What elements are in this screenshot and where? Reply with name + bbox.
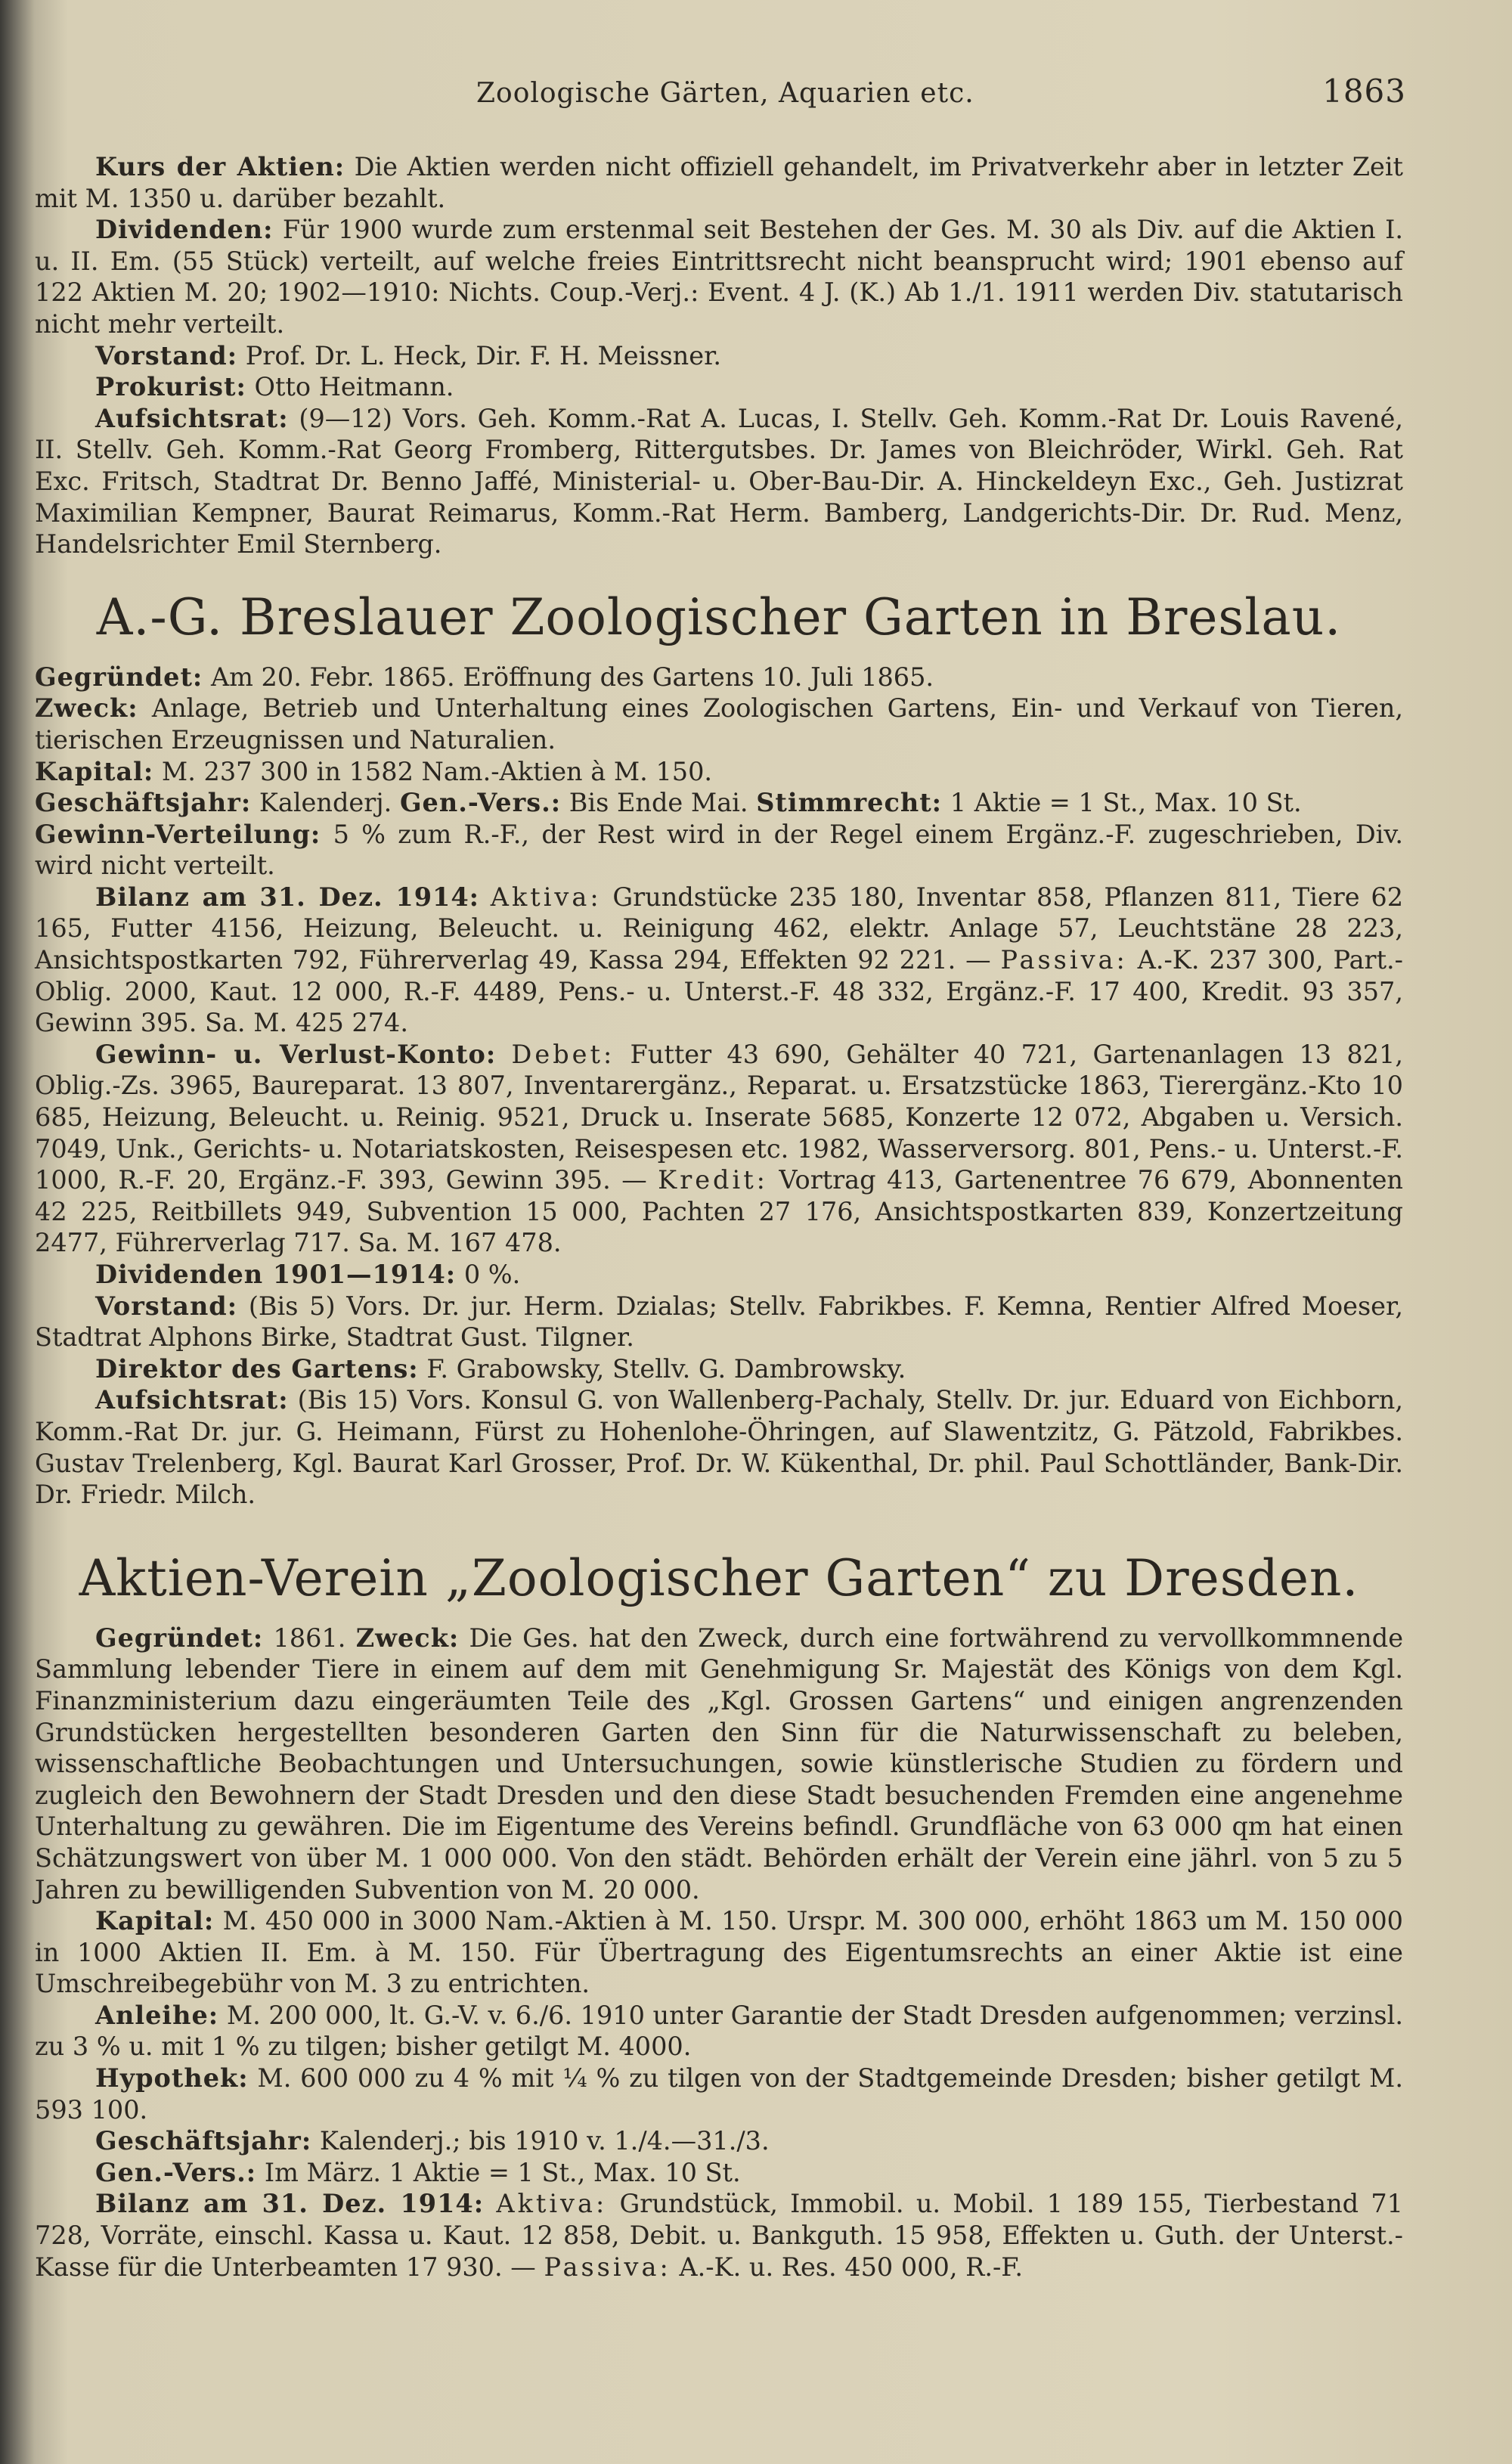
dividenden-breslau-paragraph [35,1259,1403,1291]
running-header [476,73,1406,126]
hypothek-text: M. 600 000 zu 4 % mit ¼ % zu tilgen von der Stadtgemeinde Dresden; bisher getilgt M. 593 100. [35,2063,1403,2125]
gegruendet-dresden-paragraph [35,1623,1403,1905]
zweck-paragraph [35,693,1403,755]
bilanz-dresden-label: Bilanz am 31. Dez. 1914: [95,2189,485,2219]
anleihe-label: Anleihe: [95,2000,219,2030]
vorstand-text: Prof. Dr. L. Heck, Dir. F. H. Meissner. [245,340,722,370]
geschaeftsjahr-dresden-text: Kalenderj.; bis 1910 v. 1./4.—31./3. [319,2126,770,2156]
geschaeftsjahr-text: Kalenderj. [259,788,392,818]
bilanz-dresden-paragraph [35,2188,1403,2283]
bilanz-label: Bilanz am 31. Dez. 1914: [95,882,479,912]
kapital-dresden-label: Kapital: [95,1906,215,1936]
passiva-dresden-label: Passiva: [544,2252,671,2282]
aktiva-text: Grundstücke 235 180, Inventar 858, Pflanzen 811, Tiere 62 165, Futter 4156, Heizung, Beleucht. u. Reinigung 462, elektr. Anlage 57, Leuchtstäne 28 223, Ansichtspostkarten 792, Führerverlag 49, Kassa 294, Effekten 92 221. — [35,882,1404,975]
aufsichtsrat-label: Aufsichtsrat: [95,403,289,433]
prokurist-text: Otto Heitmann. [254,372,454,402]
page-number: 1863 [1322,73,1406,110]
gegruendet-paragraph [35,662,1403,693]
aufsichtsrat-paragraph [35,403,1403,560]
gewinn-verteilung-paragraph [35,819,1403,882]
zweck-text: Anlage, Betrieb und Unterhaltung eines Zoologischen Gartens, Ein- und Verkauf von Tieren, tierischen Erzeugnissen und Naturalien. [35,693,1403,755]
kurs-text: Die Aktien werden nicht offiziell gehandelt, im Privatverkehr aber in letzter Zeit mit M. 1350 u. darüber bezahlt. [35,152,1404,213]
zweck-dresden-text: Die Ges. hat den Zweck, durch eine fortwährend zu vervollkommnende Sammlung lebender Tiere in einem auf dem mit Genehmigung Sr. Majestät des Königs von dem Kgl. Finanzministerium dazu eingeräumten Teile des „Kgl. Grossen Gartens“ und einigen angrenzenden Grundstücken hergestellten besonderen Garten den Sinn für die Naturwissenschaft zu beleben, wissenschaftliche Beobachtungen und Untersuchungen, sowie künstlerische Studien zu fördern und zugleich den Bewohnern der Stadt Dresden und den diese Stadt besuchenden Fremden eine angenehme Unterhaltung zu gewähren. Die im Eigentume des Vereins befindl. Grundfläche von 63 000 qm hat einen Schätzungswert von über M. 1 000 000. Von den städt. Behörden erhält der Verein eine jährl. von 5 zu 5 Jahren zu bewilligenden Subvention von M. 20 000. [35,1623,1404,1905]
section-breslau [35,662,1403,1511]
bilanz-paragraph [35,882,1403,1039]
direktor-paragraph [35,1353,1403,1385]
section-title-breslau: A.-G. Breslauer Zoologischer Garten in Breslau. [96,587,1342,646]
vorstand-label: Vorstand: [95,340,238,370]
aufsichtsrat-breslau-paragraph [35,1384,1403,1510]
anleihe-text: M. 200 000, lt. G.-V. v. 6./6. 1910 unter Garantie der Stadt Dresden aufgenommen; verzinsl. zu 3 % u. mit 1 % zu tilgen; bisher getilgt M. 4000. [35,2000,1403,2062]
section-title-dresden: Aktien-Verein „Zoologischer Garten“ zu Dresden. [79,1548,1359,1607]
vorstand-breslau-text: (Bis 5) Vors. Dr. jur. Herm. Dzialas; Stellv. Fabrikbes. F. Kemna, Rentier Alfred Moeser, Stadtrat Alphons Birke, Stadtrat Gust. Tilgner. [35,1291,1403,1353]
genvers-dresden-text: Im März. 1 Aktie = 1 St., Max. 10 St. [264,2157,741,2187]
stimmrecht-text: 1 Aktie = 1 St., Max. 10 St. [950,788,1302,818]
debet-label: Debet: [511,1039,615,1069]
genvers-text: Bis Ende Mai. [569,788,748,818]
vorstand-breslau-paragraph [35,1291,1403,1353]
dividenden-breslau-label: Dividenden 1901—1914: [95,1260,457,1289]
section-dresden [35,1623,1403,2283]
debet-text: Futter 43 690, Gehälter 40 721, Gartenanlagen 13 821, Oblig.-Zs. 3965, Baureparat. 13 807, Inventarergänz., Reparat. u. Ersatzstücke 1863, Tierergänz.-Kto 10 685, Heizung, Beleucht. u. Reinig. 9521, Druck u. Inserate 5685, Konzerte 12 072, Abgaben u. Versich. 7049, Unk., Gerichts- u. Notariatskosten, Reisespesen etc. 1982, Wasserversorg. 801, Pens.- u. Unterst.-F. 1000, R.-F. 20, Ergänz.-F. 393, Gewinn 395. — [35,1039,1404,1195]
kredit-label: Kredit: [658,1165,768,1195]
direktor-label: Direktor des Gartens: [95,1353,419,1384]
hypothek-paragraph [35,2063,1403,2125]
gewinn-verteilung-text: 5 % zum R.-F., der Rest wird in der Regel einem Ergänz.-F. zugeschrieben, Div. wird nicht verteilt. [35,819,1403,881]
aufsichtsrat-breslau-text: (Bis 15) Vors. Konsul G. von Wallenberg-Pachaly, Stellv. Dr. jur. Eduard von Eichborn, Komm.-Rat Dr. jur. G. Heimann, Fürst zu Hohenlohe-Öhringen, auf Slawentzitz, G. Pätzold, Fabrikbes. Gustav Trelenberg, Kgl. Baurat Karl Grosser, Prof. Dr. W. Kükenthal, Dr. phil. Paul Schottländer, Bank-Dir. Dr. Friedr. Milch. [35,1385,1403,1510]
kapital-dresden-text: M. 450 000 in 3000 Nam.-Aktien à M. 150. Urspr. M. 300 000, erhöht 1863 um M. 150 000 in 1000 Aktien II. Em. à M. 150. Für Übertragung des Eigentumsrechts an einer Aktie ist eine Umschreibegebühr von M. 3 zu entrichten. [35,1906,1403,1999]
guv-label: Gewinn- u. Verlust-Konto: [95,1039,497,1069]
geschaeftsjahr-dresden-label: Geschäftsjahr: [95,2126,312,2156]
vorstand-breslau-label: Vorstand: [95,1291,238,1321]
gegruendet-text: Am 20. Febr. 1865. Eröffnung des Gartens 10. Juli 1865. [210,662,934,692]
dividenden-label: Dividenden: [95,215,274,245]
gegruendet-label: Gegründet: [35,662,203,692]
geschaeftsjahr-label: Geschäftsjahr: [35,788,252,818]
passiva-text: A.-K. 237 300, Part.-Oblig. 2000, Kaut. 12 000, R.-F. 4489, Pens.- u. Unterst.-F. 48 332, Ergänz.-F. 17 400, Kredit. 93 357, Gewinn 395. Sa. M. 425 274. [35,945,1404,1038]
genvers-dresden-paragraph [35,2157,1403,2189]
vorstand-paragraph [35,340,1403,372]
guv-paragraph [35,1039,1403,1259]
aktiva-dresden-label: Aktiva: [496,2189,608,2219]
passiva-label: Passiva: [1000,945,1128,975]
stimmrecht-label: Stimmrecht: [756,788,943,818]
kapital-text: M. 237 300 in 1582 Nam.-Aktien à M. 150. [161,756,713,786]
kapital-paragraph [35,756,1403,788]
dividenden-breslau-text: 0 %. [463,1260,521,1289]
direktor-text: F. Grabowsky, Stellv. G. Dambrowsky. [426,1353,906,1384]
aktiva-label: Aktiva: [490,882,602,912]
kredit-text: Vortrag 413, Gartenentree 76 679, Abonnenten 42 225, Reitbillets 949, Subvention 15 000, Pachten 27 176, Ansichtspostkarten 839, Konzertzeitung 2477, Führerverlag 717. Sa. M. 167 478. [35,1165,1403,1258]
aufsichtsrat-breslau-label: Aufsichtsrat: [95,1385,289,1415]
gegruendet-dresden-label: Gegründet: [95,1623,264,1653]
zweck-label: Zweck: [35,693,138,724]
prokurist-label: Prokurist: [95,372,246,402]
prokurist-paragraph [35,371,1403,403]
kapital-label: Kapital: [35,756,154,786]
anleihe-paragraph [35,2000,1403,2063]
gewinn-verteilung-label: Gewinn-Verteilung: [35,819,321,849]
gegruendet-dresden-text: 1861. [273,1623,346,1653]
section-continued-entry [35,151,1403,560]
running-title: Zoologische Gärten, Aquarien etc. [476,78,974,109]
kurs-label: Kurs der Aktien: [95,152,345,181]
dividenden-text: Für 1900 wurde zum erstenmal seit Bestehen der Ges. M. 30 als Div. auf die Aktien I. u. II. Em. (55 Stück) verteilt, auf welche freies Eintrittsrecht nicht beansprucht wird; 1901 ebenso auf 122 Aktien M. 20; 1902—1910: Nichts. Coup.-Verj.: Event. 4 J. (K.) Ab 1./1. 1911 werden Div. statutarisch nicht mehr verteilt. [35,215,1403,339]
page-content [35,151,1403,2283]
zweck-dresden-label: Zweck: [355,1623,460,1653]
dividenden-paragraph [35,214,1403,339]
genvers-label: Gen.-Vers.: [399,788,562,818]
geschaeftsjahr-dresden-paragraph [35,2125,1403,2157]
hypothek-label: Hypothek: [95,2063,249,2094]
kapital-dresden-paragraph [35,1905,1403,2000]
genvers-dresden-label: Gen.-Vers.: [95,2157,257,2187]
passiva-dresden-text: A.-K. u. Res. 450 000, R.-F. [679,2252,1023,2282]
kurs-paragraph [35,151,1403,214]
geschaeftsjahr-paragraph [35,787,1403,819]
aufsichtsrat-text: (9—12) Vors. Geh. Komm.-Rat A. Lucas, I. Stellv. Geh. Komm.-Rat Dr. Louis Ravené, II. Stellv. Geh. Komm.-Rat Georg Fromberg, Rittergutsbes. Dr. James von Bleichröder, Wirkl. Geh. Rat Exc. Fritsch, Stadtrat Dr. Benno Jaffé, Ministerial- u. Ober-Bau-Dir. A. Hinckeldeyn Exc., Geh. Justizrat Maximilian Kempner, Baurat Reimarus, Komm.-Rat Herm. Bamberg, Landgerichts-Dir. Dr. Rud. Menz, Handelsrichter Emil Sternberg. [35,403,1403,559]
aktiva-dresden-text: Grundstück, Immobil. u. Mobil. 1 189 155, Tierbestand 71 728, Vorräte, einschl. Kassa u. Kaut. 12 858, Debit. u. Bankguth. 15 958, Effekten u. Guth. der Unterst.-Kasse für die Unterbeamten 17 930. — [35,2189,1403,2282]
